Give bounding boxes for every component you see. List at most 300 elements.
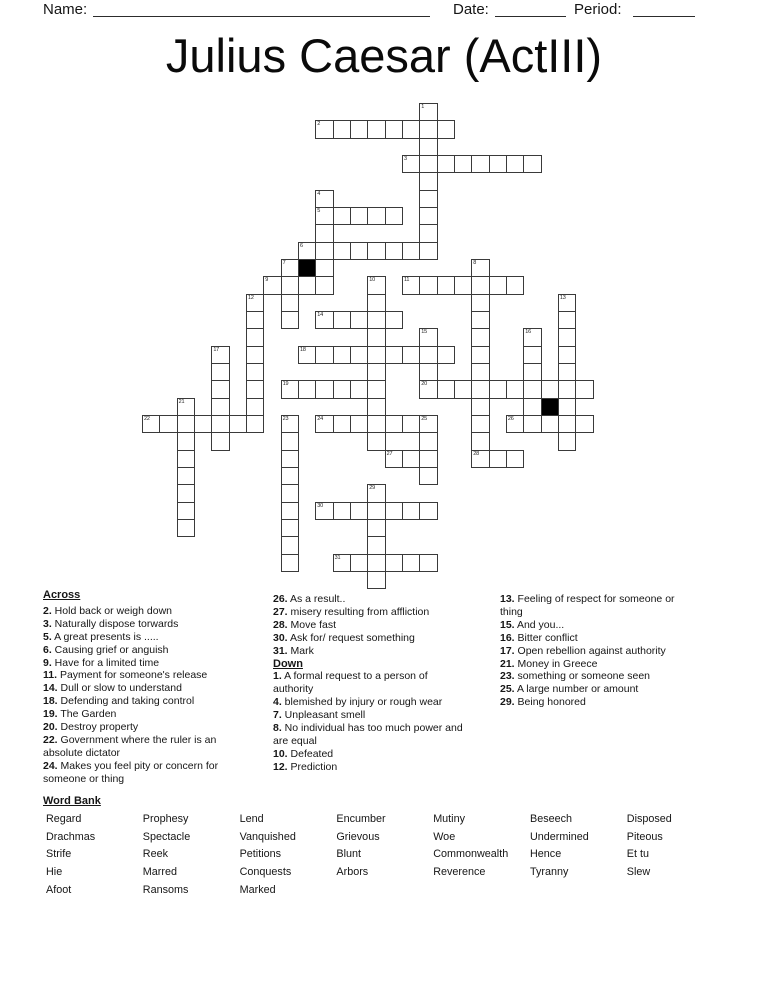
name-blank-line [93, 16, 430, 17]
grid-cell[interactable] [315, 346, 332, 364]
grid-cell[interactable] [575, 380, 593, 398]
grid-cell[interactable] [333, 242, 350, 260]
grid-cell[interactable] [471, 363, 489, 380]
grid-cell[interactable] [333, 502, 350, 520]
grid-cell[interactable] [419, 415, 437, 432]
cell-number: 7 [282, 259, 286, 266]
grid-cell[interactable] [523, 363, 541, 380]
cell-number: 14 [317, 311, 324, 318]
grid-cell[interactable] [454, 276, 471, 294]
grid-cell[interactable] [471, 380, 488, 397]
grid-cell[interactable] [471, 259, 489, 276]
grid-cell[interactable] [471, 432, 489, 449]
grid-cell[interactable] [298, 380, 315, 398]
word-bank-item: Marred [142, 866, 177, 879]
grid-cell[interactable] [402, 450, 419, 468]
grid-cell[interactable] [367, 432, 385, 450]
grid-cell[interactable] [454, 380, 471, 398]
grid-cell[interactable] [558, 398, 576, 415]
clue-down-23: 23. something or someone seen [500, 670, 651, 683]
grid-cell[interactable] [523, 328, 541, 345]
grid-cell[interactable] [419, 103, 437, 120]
grid-cell[interactable] [315, 276, 333, 294]
grid-cell[interactable] [471, 311, 489, 328]
grid-cell[interactable] [281, 380, 298, 398]
word-bank-item: Undermined [530, 830, 589, 843]
grid-cell[interactable] [281, 502, 299, 519]
clue-down-1: 1. A formal request to a person of authority [273, 670, 428, 696]
grid-cell[interactable] [402, 346, 419, 364]
grid-cell[interactable] [471, 415, 489, 432]
clue-across-30: 30. Ask for/ request something [273, 631, 415, 644]
grid-cell[interactable] [298, 346, 315, 364]
grid-cell[interactable] [246, 294, 264, 311]
grid-cell[interactable] [471, 276, 488, 293]
clue-across-14: 14. Dull or slow to understand [43, 682, 182, 695]
grid-cell[interactable] [281, 432, 299, 449]
grid-cell[interactable] [367, 346, 384, 363]
grid-cell[interactable] [281, 311, 299, 329]
grid-cell[interactable] [454, 155, 471, 173]
grid-cell[interactable] [211, 380, 229, 397]
grid-cell[interactable] [281, 294, 299, 311]
grid-cell[interactable] [402, 120, 419, 138]
grid-cell[interactable] [246, 328, 264, 345]
grid-cell[interactable] [229, 415, 246, 433]
word-bank-item: Regard [46, 813, 82, 825]
period-blank-line [633, 16, 695, 17]
clue-across-28: 28. Move fast [273, 618, 337, 631]
grid-cell[interactable] [194, 415, 211, 433]
word-bank-item: Grievous [336, 830, 380, 843]
clues-column-2 [273, 593, 463, 774]
clue-down-29: 29. Being honored [500, 696, 586, 709]
grid-cell[interactable] [281, 276, 298, 293]
clue-across-11: 11. Payment for someone's release [43, 669, 208, 682]
grid-cell[interactable] [523, 380, 540, 397]
grid-cell[interactable] [315, 242, 332, 259]
grid-cell[interactable] [506, 276, 524, 294]
grid-cell[interactable] [558, 415, 575, 432]
clue-number: 5. [43, 630, 52, 643]
word-bank-item: Spectacle [142, 830, 191, 843]
grid-cell[interactable] [367, 207, 384, 225]
grid-cell[interactable] [315, 224, 333, 241]
cell-number: 19 [282, 381, 289, 388]
grid-cell[interactable] [350, 380, 367, 398]
word-bank-item: Conquests [239, 866, 292, 879]
grid-cell[interactable] [385, 502, 402, 520]
grid-cell[interactable] [385, 207, 403, 225]
grid-cell[interactable] [385, 242, 402, 260]
grid-cell[interactable] [281, 554, 299, 572]
grid-cell[interactable] [367, 294, 385, 311]
clue-number: 26. [273, 593, 288, 605]
clue-across-9: 9. Have for a limited time [43, 656, 160, 669]
grid-cell[interactable] [298, 242, 315, 259]
word-bank-item: Beseech [530, 813, 573, 825]
grid-cell[interactable] [350, 554, 367, 572]
grid-cell[interactable] [333, 415, 350, 433]
clue-number: 8. [273, 722, 282, 735]
grid-cell[interactable] [367, 536, 385, 553]
grid-cell[interactable] [246, 346, 264, 363]
clue-across-31: 31. Mark [273, 644, 314, 657]
grid-cell[interactable] [350, 120, 367, 138]
grid-cell[interactable] [367, 571, 385, 589]
cell-number: 4 [317, 190, 321, 197]
grid-cell[interactable] [437, 346, 455, 364]
grid-cell[interactable] [367, 311, 384, 328]
clue-number: 29. [500, 696, 515, 709]
grid-cell[interactable] [471, 398, 489, 415]
grid-cell[interactable] [419, 328, 437, 345]
grid-cell[interactable] [315, 259, 333, 276]
clue-down-8: 8. No individual has too much power and are equal [273, 722, 463, 747]
clue-across-3: 3. Naturally dispose torwards [43, 617, 179, 630]
grid-cell[interactable] [315, 311, 332, 329]
grid-cell[interactable] [367, 554, 384, 571]
grid-cell[interactable] [333, 346, 350, 364]
period-label: Period: [574, 1, 622, 18]
grid-cell[interactable] [177, 398, 195, 415]
grid-cell[interactable] [350, 207, 367, 225]
grid-cell[interactable] [246, 380, 264, 397]
grid-cell[interactable] [177, 415, 194, 432]
clue-number: 17. [500, 644, 515, 657]
grid-cell[interactable] [402, 554, 419, 572]
word-bank-item: Mutiny [433, 813, 465, 825]
grid-cell[interactable] [350, 415, 367, 433]
cell-number: 11 [403, 277, 410, 284]
grid-cell[interactable] [506, 155, 523, 173]
clue-down-4: 4. blemished by injury or rough wear [273, 696, 443, 709]
clue-number: 22. [43, 733, 58, 746]
grid-cell[interactable] [558, 294, 576, 311]
clue-number: 18. [43, 695, 58, 708]
grid-cell[interactable] [558, 346, 576, 363]
grid-cell[interactable] [489, 450, 506, 468]
grid-cell[interactable] [419, 138, 437, 155]
grid-cell[interactable] [333, 311, 350, 329]
grid-cell[interactable] [437, 380, 454, 398]
grid-cell[interactable] [281, 536, 299, 553]
clue-number: 9. [43, 656, 52, 669]
clue-number: 24. [43, 759, 58, 772]
word-bank-item: Hence [530, 848, 562, 861]
grid-cell[interactable] [558, 363, 576, 380]
cell-number: 13 [559, 294, 566, 301]
clue-number: 31. [273, 644, 288, 657]
grid-cell[interactable] [367, 380, 385, 397]
grid-cell[interactable] [506, 450, 524, 468]
clue-number: 4. [273, 696, 282, 709]
grid-cell[interactable] [211, 432, 229, 450]
clue-number: 2. [43, 604, 52, 617]
grid-cell[interactable] [177, 484, 195, 501]
clue-across-22: 22. Government where the ruler is an absolute dictator [43, 733, 217, 759]
clue-across-5: 5. A great presents is ..... [43, 630, 159, 643]
grid-cell[interactable] [558, 328, 576, 345]
grid-cell[interactable] [419, 120, 436, 137]
grid-cell[interactable] [575, 415, 593, 433]
grid-cell[interactable] [367, 242, 384, 260]
word-bank-item: Blunt [336, 848, 361, 861]
clue-down-7: 7. Unpleasant smell [273, 709, 366, 722]
word-bank-item: Et tu [626, 848, 650, 861]
clue-number: 11. [43, 669, 58, 682]
grid-cell[interactable] [437, 155, 454, 173]
grid-cell[interactable] [315, 415, 332, 433]
grid-cell[interactable] [419, 432, 437, 449]
grid-cell[interactable] [315, 120, 332, 138]
cell-number: 9 [265, 277, 269, 284]
grid-cell[interactable] [419, 502, 437, 520]
grid-cell[interactable] [367, 502, 384, 519]
grid-cell[interactable] [177, 519, 195, 537]
grid-cell[interactable] [489, 276, 506, 294]
clue-number: 3. [43, 617, 52, 630]
grid-cell[interactable] [489, 380, 506, 398]
grid-cell[interactable] [506, 415, 523, 433]
grid-cell[interactable] [367, 484, 385, 501]
grid-cell[interactable] [281, 467, 299, 484]
grid-cell[interactable] [350, 242, 367, 260]
word-bank-item: Lend [239, 813, 264, 825]
word-bank-item: Petitions [239, 848, 282, 861]
grid-cell[interactable] [419, 363, 437, 380]
clue-number: 16. [500, 631, 515, 644]
grid-cell[interactable] [419, 155, 436, 172]
cell-number: 3 [403, 155, 407, 162]
grid-cell[interactable] [471, 294, 489, 311]
word-bank-item: Reek [142, 848, 169, 861]
grid-cell[interactable] [419, 346, 436, 363]
grid-cell[interactable] [385, 415, 402, 433]
clue-down-13: 13. Feeling of respect for someone or thing [500, 593, 675, 618]
clues-column-1 [43, 589, 243, 786]
grid-cell[interactable] [402, 155, 419, 173]
grid-cell[interactable] [419, 190, 437, 207]
grid-cell[interactable] [402, 242, 419, 260]
grid-cell[interactable] [419, 276, 436, 294]
grid-cell[interactable] [281, 259, 298, 276]
grid-cell[interactable] [471, 450, 488, 468]
cell-number: 2 [317, 121, 321, 128]
grid-cell[interactable] [489, 155, 506, 173]
clue-number: 13. [500, 593, 515, 605]
clue-number: 12. [273, 760, 288, 773]
grid-cell[interactable] [315, 502, 332, 520]
grid-cell[interactable] [177, 450, 195, 467]
grid-cell[interactable] [263, 276, 280, 294]
grid-cell[interactable] [315, 190, 333, 207]
cell-number: 27 [386, 450, 393, 457]
puzzle-title: Julius Caesar (ActIII) [165, 29, 603, 82]
grid-cell[interactable] [246, 363, 264, 380]
grid-cell[interactable] [350, 311, 367, 329]
clue-number: 30. [273, 631, 288, 644]
grid-cell[interactable] [211, 346, 229, 363]
clue-number: 20. [43, 721, 58, 734]
grid-cell[interactable] [541, 415, 558, 433]
cell-number: 16 [525, 329, 531, 336]
word-bank [46, 813, 756, 923]
grid-cell[interactable] [471, 328, 489, 345]
clue-across-26: 26. As a result.. [273, 593, 346, 605]
grid-cell[interactable] [333, 120, 350, 138]
grid-cell[interactable] [333, 380, 350, 398]
grid-cell[interactable] [419, 467, 437, 485]
cell-number: 21 [178, 398, 185, 405]
grid-cell[interactable] [385, 450, 402, 468]
grid-cell[interactable] [385, 120, 402, 138]
date-label: Date: [453, 1, 489, 18]
clue-across-2: 2. Hold back or weigh down [43, 604, 172, 617]
grid-cell[interactable] [333, 554, 350, 572]
grid-cell[interactable] [558, 380, 575, 397]
grid-cell[interactable] [419, 242, 437, 260]
grid-cell[interactable] [367, 120, 384, 138]
grid-cell[interactable] [211, 398, 229, 415]
down-heading: Down [273, 657, 303, 670]
grid-cell[interactable] [402, 415, 419, 433]
clue-down-25: 25. A large number or amount [500, 683, 639, 696]
grid-cell[interactable] [177, 502, 195, 519]
word-bank-item: Slew [626, 866, 651, 879]
clue-across-19: 19. The Garden [43, 708, 117, 721]
word-bank-item: Hie [46, 866, 63, 879]
cell-number: 15 [421, 329, 427, 336]
cell-number: 1 [421, 104, 425, 110]
grid-cell[interactable] [419, 450, 437, 467]
grid-cell[interactable] [246, 311, 264, 328]
grid-cell[interactable] [367, 519, 385, 536]
grid-cell[interactable] [142, 415, 159, 433]
clue-number: 6. [43, 643, 52, 656]
clue-down-16: 16. Bitter conflict [500, 631, 578, 644]
grid-cell[interactable] [281, 415, 299, 432]
cell-number: 30 [317, 502, 324, 509]
grid-cell[interactable] [159, 415, 176, 433]
word-bank-heading: Word Bank [43, 795, 101, 807]
grid-cell[interactable] [246, 398, 264, 415]
grid-cell[interactable] [385, 311, 403, 329]
word-bank-item: Afoot [46, 883, 72, 896]
grid-cell[interactable] [367, 398, 385, 415]
word-bank-item: Prophesy [142, 813, 189, 825]
grid-cell[interactable] [541, 380, 558, 397]
grid-cell[interactable] [367, 276, 385, 293]
name-label: Name: [43, 1, 88, 18]
grid-cell[interactable] [471, 155, 488, 173]
grid-cell[interactable] [437, 120, 455, 138]
grid-cell[interactable] [211, 415, 228, 432]
grid-cell[interactable] [419, 207, 437, 224]
grid-cell[interactable] [211, 363, 229, 380]
clue-down-21: 21. Money in Greece [500, 657, 598, 670]
cell-number: 18 [299, 346, 306, 353]
grid-cell[interactable] [419, 554, 437, 572]
grid-cell[interactable] [367, 415, 384, 432]
date-blank-line [495, 16, 566, 17]
cell-number: 5 [317, 207, 321, 214]
cell-number: 23 [282, 415, 289, 422]
grid-cell-black [541, 398, 558, 415]
grid-cell[interactable] [246, 415, 264, 433]
word-bank-item: Commonwealth [433, 848, 509, 861]
clue-number: 19. [43, 708, 58, 721]
grid-cell[interactable] [367, 328, 385, 345]
grid-cell[interactable] [385, 346, 402, 364]
grid-cell-black [298, 259, 315, 276]
word-bank-item: Strife [46, 848, 72, 861]
grid-cell[interactable] [177, 467, 195, 484]
grid-cell[interactable] [177, 432, 195, 449]
grid-cell[interactable] [281, 519, 299, 536]
grid-cell[interactable] [367, 363, 385, 380]
grid-cell[interactable] [419, 172, 437, 189]
grid-cell[interactable] [402, 276, 419, 294]
grid-cell[interactable] [506, 380, 523, 398]
word-bank-item: Tyranny [530, 866, 569, 879]
grid-cell[interactable] [350, 346, 367, 364]
grid-cell[interactable] [523, 346, 541, 363]
clue-across-24: 24. Makes you feel pity or concern for someone or thing [43, 759, 219, 785]
clue-across-6: 6. Causing grief or anguish [43, 643, 169, 656]
grid-cell[interactable] [437, 276, 454, 294]
cell-number: 6 [299, 242, 303, 249]
grid-cell[interactable] [385, 554, 402, 572]
grid-cell[interactable] [333, 207, 350, 225]
cell-number: 28 [473, 450, 479, 457]
clue-across-18: 18. Defending and taking control [43, 695, 195, 708]
grid-cell[interactable] [558, 311, 576, 328]
grid-cell[interactable] [298, 276, 315, 294]
clue-down-10: 10. Defeated [273, 747, 334, 760]
grid-cell[interactable] [558, 432, 576, 450]
grid-cell[interactable] [281, 484, 299, 501]
grid-cell[interactable] [523, 398, 540, 415]
clue-number: 1. [273, 670, 282, 683]
grid-cell[interactable] [523, 155, 541, 173]
crossword-grid [142, 103, 594, 589]
grid-cell[interactable] [471, 346, 489, 363]
grid-cell[interactable] [350, 502, 367, 520]
word-bank-item: Disposed [626, 813, 672, 825]
cell-number: 29 [369, 485, 375, 492]
grid-cell[interactable] [523, 415, 540, 433]
word-bank-item: Vanquished [239, 830, 296, 843]
grid-cell[interactable] [402, 502, 419, 520]
grid-cell[interactable] [419, 224, 437, 241]
word-bank-item: Woe [433, 830, 456, 843]
grid-cell[interactable] [419, 380, 436, 398]
grid-cell[interactable] [315, 380, 332, 398]
clue-number: 28. [273, 618, 288, 631]
clue-down-12: 12. Prediction [273, 760, 338, 773]
grid-cell[interactable] [281, 450, 299, 467]
cell-number: 26 [507, 415, 514, 422]
clue-down-17: 17. Open rebellion against authority [500, 644, 666, 657]
word-bank-item: Arbors [336, 866, 369, 879]
cell-number: 20 [421, 381, 427, 388]
word-bank-item: Encumber [336, 813, 386, 825]
grid-cell[interactable] [315, 207, 332, 224]
word-bank-item: Ransoms [142, 883, 189, 896]
across-heading: Across [43, 589, 81, 601]
word-bank-item: Reverence [433, 866, 486, 879]
